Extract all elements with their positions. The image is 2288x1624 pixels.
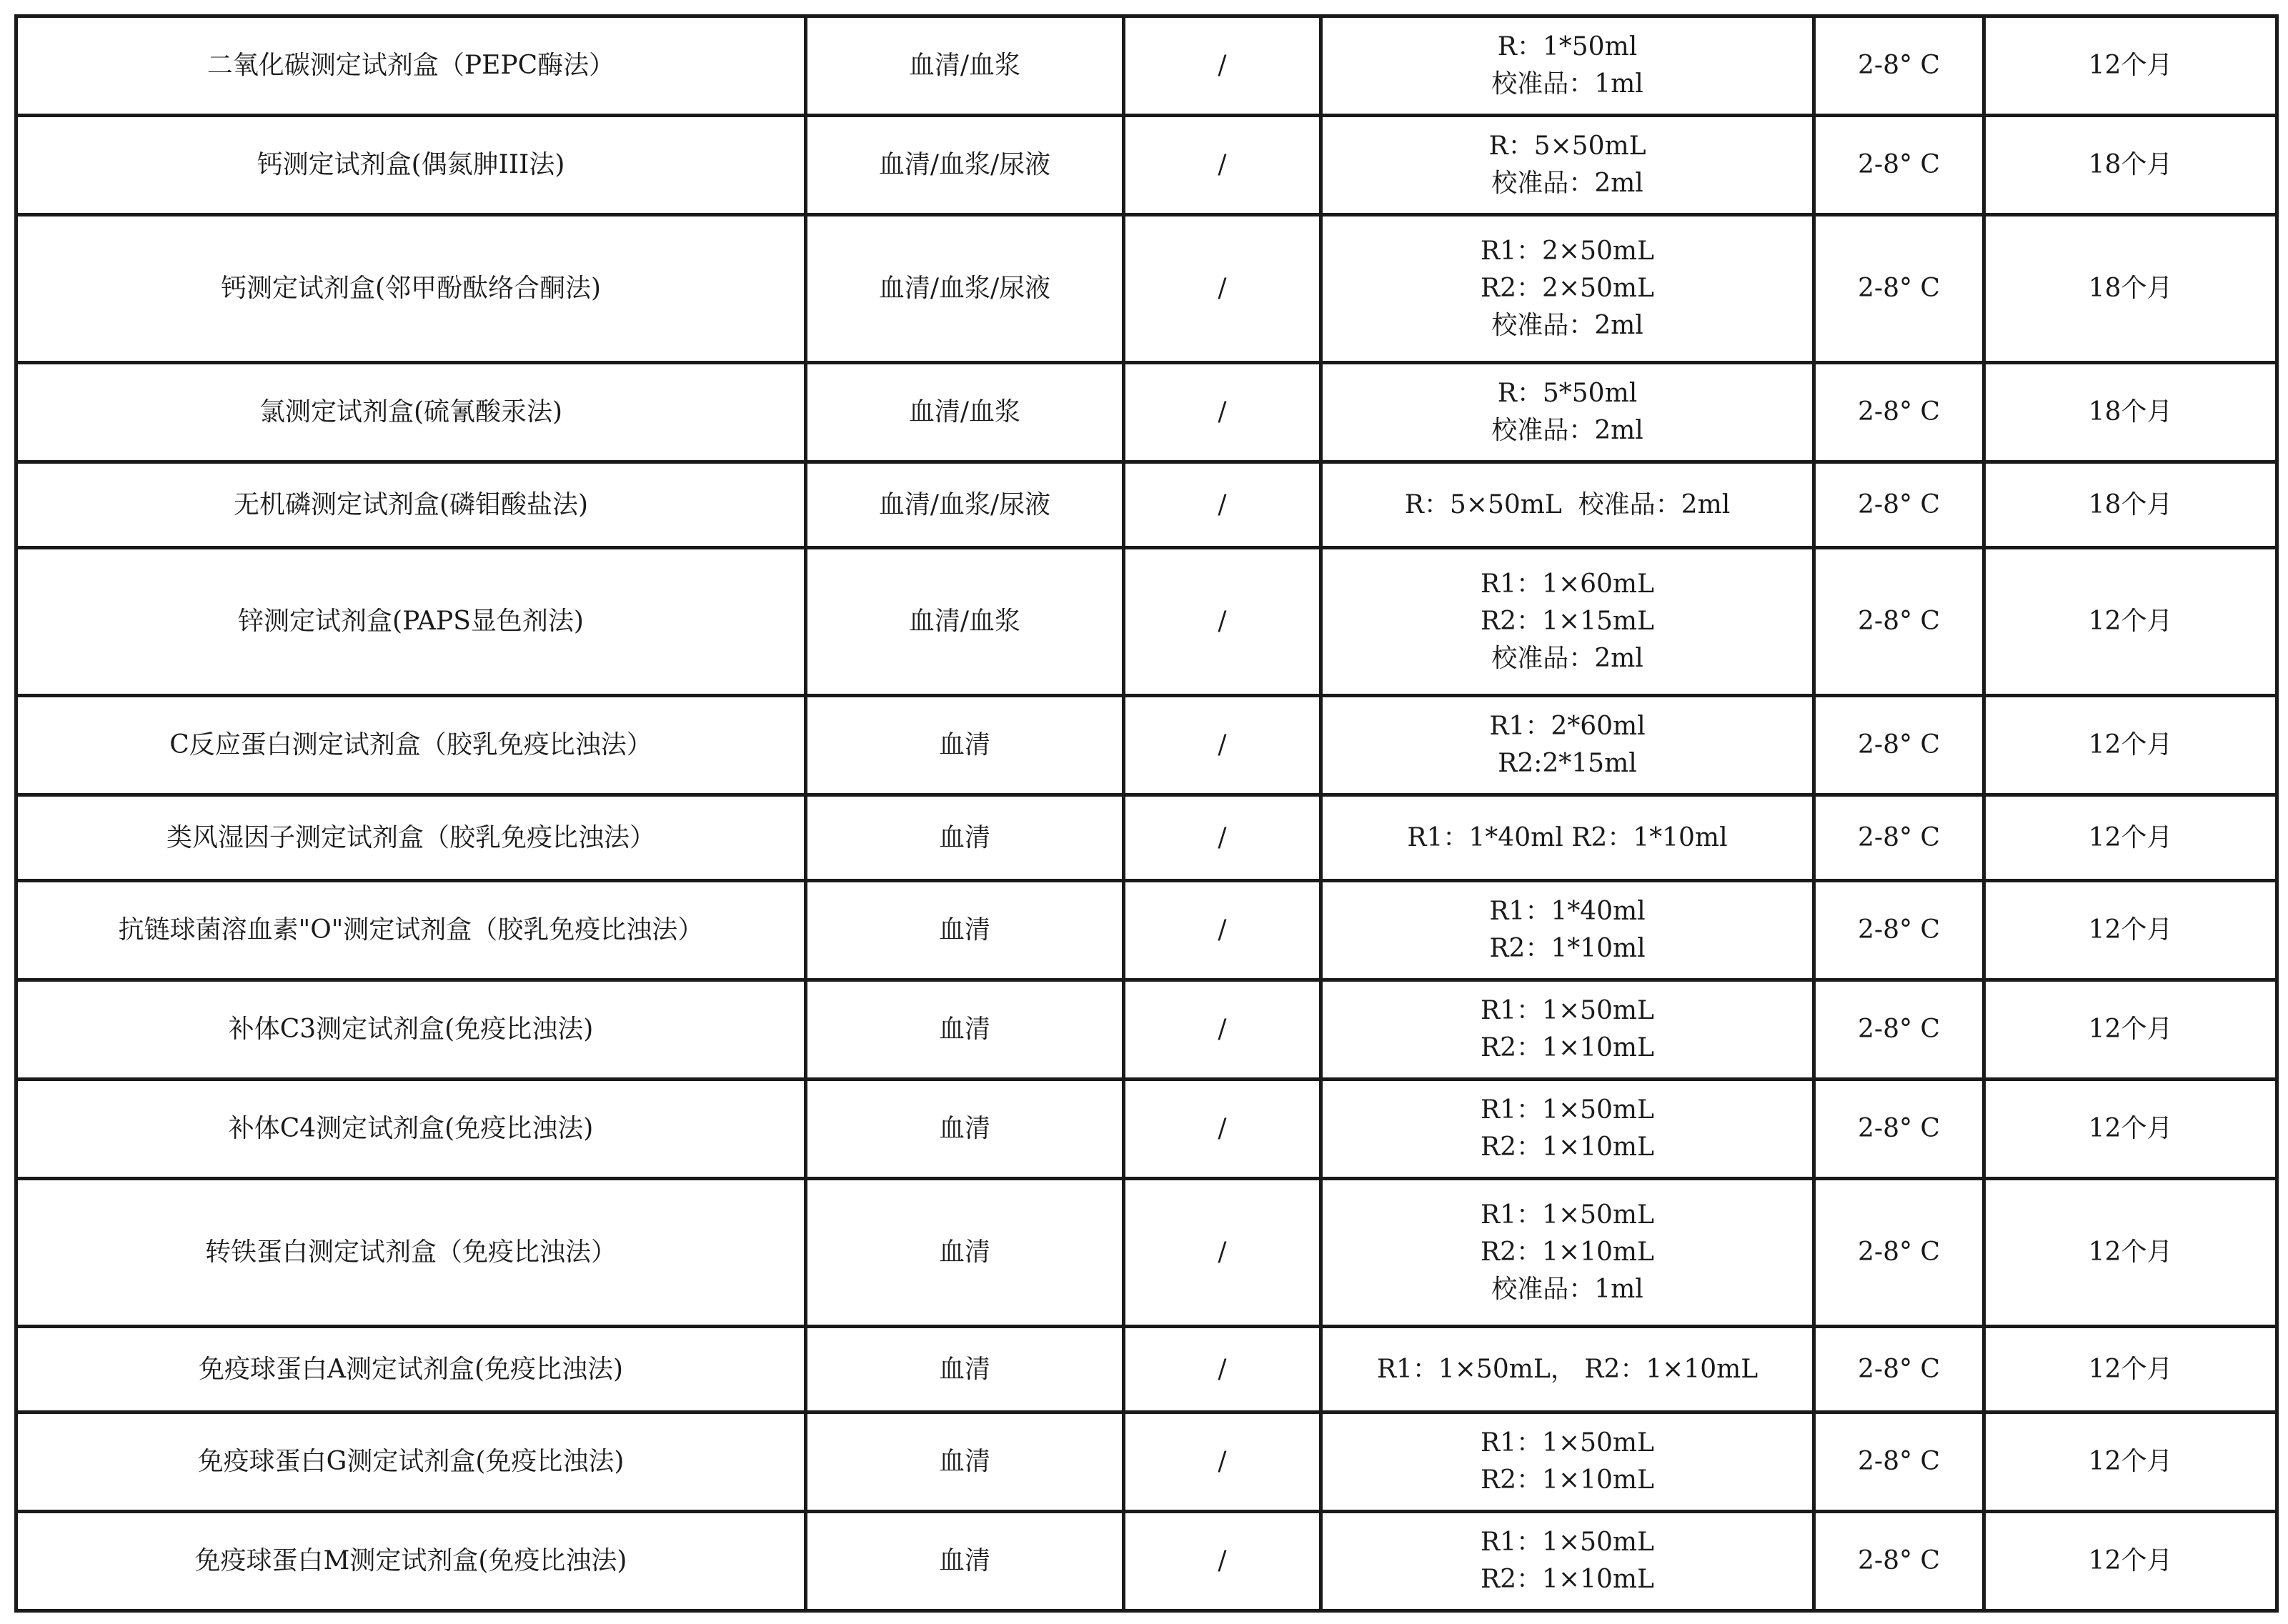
shelf-life-cell: 12个月 — [1984, 1080, 2277, 1179]
na-cell: / — [1124, 1080, 1321, 1179]
na-cell: / — [1124, 116, 1321, 215]
specification-cell — [1321, 1512, 1814, 1611]
na-cell: / — [1124, 881, 1321, 980]
shelf-life-cell: 18个月 — [1984, 116, 2277, 215]
specification-cell — [1321, 16, 1814, 116]
na-cell: / — [1124, 548, 1321, 696]
specification-cell — [1321, 116, 1814, 215]
product-name-cell: C反应蛋白测定试剂盒（胶乳免疫比浊法） — [16, 696, 806, 795]
spec-line: R1：1*40ml R2：1*10ml — [1407, 822, 1728, 852]
sample-type-cell: 血清 — [806, 1179, 1124, 1327]
table-row — [16, 795, 2277, 881]
na-cell: / — [1124, 696, 1321, 795]
product-name-cell: 氯测定试剂盒(硫氰酸汞法) — [16, 363, 806, 462]
spec-line: 校准品：2ml — [1491, 311, 1643, 340]
storage-condition-cell: 2-8° C — [1814, 462, 1984, 548]
table-row — [16, 1179, 2277, 1327]
spec-line: R2：1*10ml — [1489, 934, 1646, 963]
product-name-cell: 免疫球蛋白G测定试剂盒(免疫比浊法) — [16, 1413, 806, 1512]
storage-condition-cell: 2-8° C — [1814, 696, 1984, 795]
storage-condition-cell: 2-8° C — [1814, 215, 1984, 363]
sample-type-cell: 血清 — [806, 881, 1124, 980]
na-cell: / — [1124, 1179, 1321, 1327]
product-name-cell: 免疫球蛋白M测定试剂盒(免疫比浊法) — [16, 1512, 806, 1611]
spec-line: R2：1×10mL — [1481, 1237, 1654, 1267]
sample-type-cell: 血清 — [806, 980, 1124, 1080]
na-cell: / — [1124, 462, 1321, 548]
na-cell: / — [1124, 1327, 1321, 1413]
specification-cell — [1321, 881, 1814, 980]
product-name-cell: 抗链球菌溶血素"O"测定试剂盒（胶乳免疫比浊法） — [16, 881, 806, 980]
spec-line: R2：1×10mL — [1481, 1465, 1654, 1495]
spec-line: 校准品：1ml — [1491, 1275, 1643, 1304]
spec-line: R1：1×50mL — [1481, 1095, 1654, 1125]
shelf-life-cell: 12个月 — [1984, 1413, 2277, 1512]
reagent-table-container — [14, 14, 2275, 1613]
spec-line: R2：1×15mL — [1481, 607, 1654, 636]
spec-line: R2:2*15ml — [1498, 749, 1637, 778]
spec-line: R1：1×60mL — [1481, 569, 1654, 599]
specification-cell — [1321, 1179, 1814, 1327]
na-cell: / — [1124, 363, 1321, 462]
reagent-table-body — [16, 16, 2277, 1611]
spec-line: R2：1×10mL — [1481, 1132, 1654, 1162]
specification-cell — [1321, 980, 1814, 1080]
product-name-cell: 补体C4测定试剂盒(免疫比浊法) — [16, 1080, 806, 1179]
specification-cell — [1321, 1327, 1814, 1413]
specification-cell — [1321, 1413, 1814, 1512]
storage-condition-cell: 2-8° C — [1814, 16, 1984, 116]
storage-condition-cell: 2-8° C — [1814, 548, 1984, 696]
shelf-life-cell: 18个月 — [1984, 215, 2277, 363]
product-name-cell: 转铁蛋白测定试剂盒（免疫比浊法） — [16, 1179, 806, 1327]
spec-line: R1：2×50mL — [1481, 236, 1654, 266]
sample-type-cell: 血清/血浆 — [806, 16, 1124, 116]
shelf-life-cell: 18个月 — [1984, 462, 2277, 548]
storage-condition-cell: 2-8° C — [1814, 795, 1984, 881]
specification-cell — [1321, 215, 1814, 363]
sample-type-cell: 血清 — [806, 1080, 1124, 1179]
table-row — [16, 215, 2277, 363]
table-row — [16, 696, 2277, 795]
spec-line: R：1*50ml — [1497, 32, 1638, 61]
spec-line: R1：1×50mL — [1481, 996, 1654, 1025]
storage-condition-cell: 2-8° C — [1814, 980, 1984, 1080]
specification-cell — [1321, 696, 1814, 795]
spec-line: R1：1×50mL， R2：1×10mL — [1376, 1354, 1759, 1384]
table-row — [16, 1413, 2277, 1512]
spec-line: 校准品：1ml — [1491, 69, 1643, 99]
sample-type-cell: 血清/血浆 — [806, 548, 1124, 696]
spec-line: R1：1×50mL — [1481, 1200, 1654, 1230]
storage-condition-cell: 2-8° C — [1814, 1080, 1984, 1179]
table-row — [16, 1080, 2277, 1179]
sample-type-cell: 血清 — [806, 795, 1124, 881]
shelf-life-cell: 12个月 — [1984, 1327, 2277, 1413]
shelf-life-cell: 12个月 — [1984, 1512, 2277, 1611]
table-row — [16, 462, 2277, 548]
table-row — [16, 1512, 2277, 1611]
product-name-cell: 二氧化碳测定试剂盒（PEPC酶法） — [16, 16, 806, 116]
na-cell: / — [1124, 795, 1321, 881]
specification-cell — [1321, 363, 1814, 462]
storage-condition-cell: 2-8° C — [1814, 1512, 1984, 1611]
table-row — [16, 16, 2277, 116]
sample-type-cell: 血清 — [806, 1512, 1124, 1611]
specification-cell — [1321, 548, 1814, 696]
spec-line: R1：2*60ml — [1489, 712, 1646, 741]
sample-type-cell: 血清 — [806, 1327, 1124, 1413]
storage-condition-cell: 2-8° C — [1814, 363, 1984, 462]
table-row — [16, 881, 2277, 980]
spec-line: 校准品：2ml — [1491, 169, 1643, 198]
table-row — [16, 1327, 2277, 1413]
product-name-cell: 钙测定试剂盒(邻甲酚酞络合酮法) — [16, 215, 806, 363]
shelf-life-cell: 12个月 — [1984, 548, 2277, 696]
shelf-life-cell: 12个月 — [1984, 16, 2277, 116]
storage-condition-cell: 2-8° C — [1814, 1179, 1984, 1327]
sample-type-cell: 血清/血浆/尿液 — [806, 116, 1124, 215]
spec-line: R：5*50ml — [1497, 379, 1638, 408]
na-cell: / — [1124, 980, 1321, 1080]
table-row — [16, 548, 2277, 696]
table-row — [16, 363, 2277, 462]
specification-cell — [1321, 462, 1814, 548]
shelf-life-cell: 12个月 — [1984, 980, 2277, 1080]
shelf-life-cell: 18个月 — [1984, 363, 2277, 462]
shelf-life-cell: 12个月 — [1984, 1179, 2277, 1327]
na-cell: / — [1124, 215, 1321, 363]
product-name-cell: 类风湿因子测定试剂盒（胶乳免疫比浊法） — [16, 795, 806, 881]
na-cell: / — [1124, 1413, 1321, 1512]
product-name-cell: 钙测定试剂盒(偶氮胂III法) — [16, 116, 806, 215]
spec-line: R：5×50mL — [1488, 131, 1646, 161]
sample-type-cell: 血清/血浆/尿液 — [806, 462, 1124, 548]
shelf-life-cell: 12个月 — [1984, 795, 2277, 881]
spec-line: R2：1×10mL — [1481, 1033, 1654, 1062]
spec-line: R1：1*40ml — [1489, 897, 1646, 926]
sample-type-cell: 血清 — [806, 1413, 1124, 1512]
product-name-cell: 无机磷测定试剂盒(磷钼酸盐法) — [16, 462, 806, 548]
spec-line: R：5×50mL 校准品：2ml — [1404, 489, 1731, 519]
product-name-cell: 锌测定试剂盒(PAPS显色剂法) — [16, 548, 806, 696]
storage-condition-cell: 2-8° C — [1814, 881, 1984, 980]
specification-cell — [1321, 795, 1814, 881]
spec-line: 校准品：2ml — [1491, 416, 1643, 445]
na-cell: / — [1124, 1512, 1321, 1611]
spec-line: R1：1×50mL — [1481, 1428, 1654, 1458]
table-row — [16, 980, 2277, 1080]
spec-line: R1：1×50mL — [1481, 1528, 1654, 1557]
storage-condition-cell: 2-8° C — [1814, 1327, 1984, 1413]
spec-line: 校准品：2ml — [1491, 644, 1643, 673]
shelf-life-cell: 12个月 — [1984, 696, 2277, 795]
spec-line: R2：1×10mL — [1481, 1565, 1654, 1594]
product-name-cell: 补体C3测定试剂盒(免疫比浊法) — [16, 980, 806, 1080]
sample-type-cell: 血清/血浆/尿液 — [806, 215, 1124, 363]
reagent-table — [14, 14, 2279, 1613]
specification-cell — [1321, 1080, 1814, 1179]
spec-line: R2：2×50mL — [1481, 274, 1654, 303]
sample-type-cell: 血清/血浆 — [806, 363, 1124, 462]
shelf-life-cell: 12个月 — [1984, 881, 2277, 980]
product-name-cell: 免疫球蛋白A测定试剂盒(免疫比浊法) — [16, 1327, 806, 1413]
table-row — [16, 116, 2277, 215]
storage-condition-cell: 2-8° C — [1814, 1413, 1984, 1512]
na-cell: / — [1124, 16, 1321, 116]
sample-type-cell: 血清 — [806, 696, 1124, 795]
storage-condition-cell: 2-8° C — [1814, 116, 1984, 215]
